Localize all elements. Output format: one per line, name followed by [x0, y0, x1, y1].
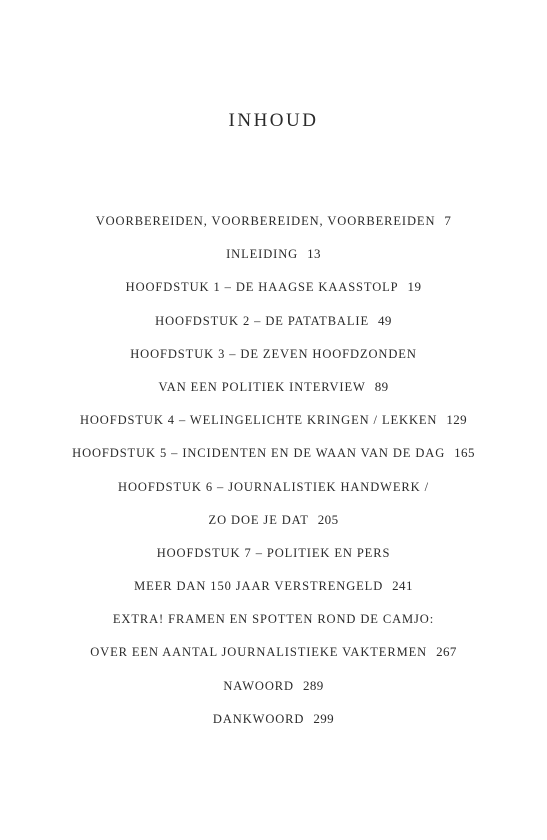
toc-entry-title: HOOFDSTUK 4 – WELINGELICHTE KRINGEN / LEKKEN	[79, 413, 438, 428]
toc-entry-page: 129	[446, 412, 468, 428]
toc-entry	[0, 573, 547, 606]
toc-entry-title: MEER DAN 150 JAAR VERSTRENGELD	[134, 579, 384, 594]
toc-entry	[0, 341, 547, 374]
toc-entry-page: 89	[374, 378, 389, 394]
toc-entry-page: 299	[313, 710, 335, 726]
toc-entry	[0, 407, 547, 440]
toc-entry-title: HOOFDSTUK 3 – DE ZEVEN HOOFDZONDEN	[130, 346, 417, 361]
toc-entry	[0, 208, 547, 241]
toc-entry-page: 49	[378, 312, 392, 328]
toc-entry-title: VOORBEREIDEN, VOORBEREIDEN, VOORBEREIDEN	[95, 214, 436, 228]
toc-entry	[0, 606, 547, 639]
toc-entry-page: 241	[392, 578, 413, 594]
toc-entry-title: HOOFDSTUK 1 – DE HAAGSE KAASSTOLP	[125, 280, 399, 295]
table-of-contents	[0, 208, 547, 739]
toc-entry	[0, 374, 547, 407]
toc-entry-page: 13	[307, 246, 321, 262]
toc-entry	[0, 241, 547, 274]
toc-entry-page: 267	[436, 644, 457, 660]
toc-entry-title: INLEIDING	[226, 247, 299, 262]
toc-entry	[0, 308, 547, 341]
toc-entry-title: HOOFDSTUK 2 – DE PATATBALIE	[155, 313, 369, 328]
toc-entry-page: 205	[317, 511, 339, 527]
toc-entry-title: VAN EEN POLITIEK INTERVIEW	[158, 379, 366, 394]
toc-entry	[0, 706, 547, 739]
toc-entry-title: ZO DOE JE DAT	[208, 512, 309, 527]
toc-entry	[0, 639, 547, 672]
toc-entry	[0, 474, 547, 507]
toc-entry	[0, 540, 547, 573]
toc-entry-title: NAWOORD	[223, 678, 294, 693]
toc-entry	[0, 507, 547, 540]
toc-entry-title: HOOFDSTUK 6 – JOURNALISTIEK HANDWERK /	[118, 479, 429, 494]
toc-entry	[0, 274, 547, 307]
toc-entry	[0, 673, 547, 706]
toc-entry-page: 165	[454, 445, 475, 461]
page-title: INHOUD	[228, 110, 319, 131]
toc-entry	[0, 440, 547, 473]
toc-entry-page: 289	[302, 677, 324, 693]
toc-entry-title: OVER EEN AANTAL JOURNALISTIEKE VAKTERMEN	[90, 645, 428, 660]
toc-entry-title: DANKWOORD	[212, 711, 305, 726]
toc-entry-title: HOOFDSTUK 7 – POLITIEK EN PERS	[156, 545, 391, 560]
toc-entry-title: HOOFDSTUK 5 – INCIDENTEN EN DE WAAN VAN DE DAG	[72, 446, 446, 461]
toc-entry-page: 7	[444, 213, 452, 228]
toc-entry-page: 19	[407, 279, 422, 295]
toc-entry-title: EXTRA! FRAMEN EN SPOTTEN ROND DE CAMJO:	[112, 612, 435, 627]
